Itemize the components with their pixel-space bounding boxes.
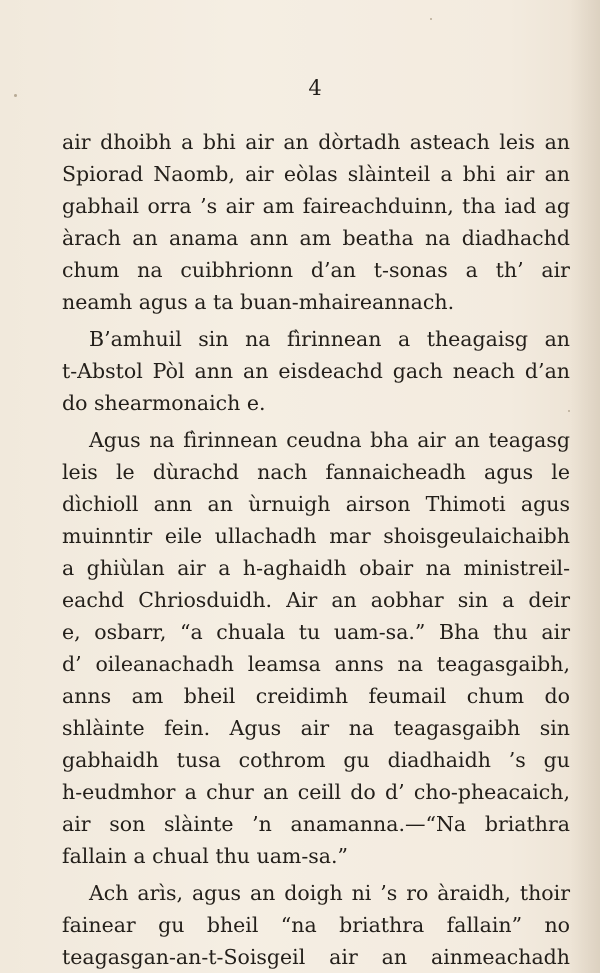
text-line: gabhail orra ’s air am faireachduinn, tha iad ag	[62, 194, 570, 218]
text-line: neamh agus a ta buan-mhaireannach.	[62, 290, 455, 314]
text-line: àrach an anama ann am beatha na diadhachd	[62, 226, 570, 250]
text-line: air son slàinte ’n anamanna.—“Na briathra	[62, 812, 570, 836]
text-line: teagasgan-an-t-Soisgeil air an ainmeachadh	[62, 945, 570, 969]
paragraph	[62, 126, 570, 318]
text-line: Ach arìs, agus an doigh ni ’s ro àraidh, thoir	[89, 881, 570, 905]
gutter-shadow	[570, 0, 600, 973]
text-line: muinntir eile ullachadh mar shoisgeulaichaibh	[62, 524, 570, 548]
text-line: leis le dùrachd nach fannaicheadh agus le	[62, 460, 570, 484]
text-line: eachd Chriosduidh. Air an aobhar sin a deir	[62, 588, 570, 612]
text-line: fallain a chual thu uam-sa.”	[62, 844, 349, 868]
text-line: chum na cuibhrionn d’an t-sonas a th’ air	[62, 258, 570, 282]
text-line: fainear gu bheil “na briathra fallain” no	[62, 913, 570, 937]
text-line: Agus na fìrinnean ceudna bha air an teagasg	[89, 428, 570, 452]
paragraph	[62, 877, 570, 973]
text-line: e, osbarr, “a chuala tu uam-sa.” Bha thu air	[62, 620, 570, 644]
text-line: d’ oileanachadh leamsa anns na teagasgaibh,	[62, 652, 570, 676]
text-line: a ghiùlan air a h-aghaidh obair na ministreil-	[62, 556, 570, 580]
text-line: anns am bheil creidimh feumail chum do	[62, 684, 570, 708]
body-text	[62, 126, 570, 973]
text-line: do shearmonaich e.	[62, 391, 266, 415]
text-line: Spiorad Naomb, air eòlas slàinteil a bhi air an	[62, 162, 570, 186]
text-line: t-Abstol Pòl ann an eisdeachd gach neach d’an	[62, 359, 570, 383]
page-number: 4	[308, 76, 322, 100]
text-line: dìchioll ann an ùrnuigh airson Thimoti agus	[62, 492, 570, 516]
paragraph	[62, 323, 570, 419]
text-line: gabhaidh tusa cothrom gu diadhaidh ’s gu	[62, 748, 570, 772]
paper-speck	[430, 18, 432, 20]
text-line: h-eudmhor a chur an ceill do d’ cho-pheacaich,	[62, 780, 570, 804]
text-line: B’amhuil sin na fìrinnean a theagaisg an	[89, 327, 570, 351]
text-line: air dhoibh a bhi air an dòrtadh asteach leis an	[62, 130, 570, 154]
text-line: shlàinte fein. Agus air na teagasgaibh sin	[62, 716, 570, 740]
paragraph	[62, 424, 570, 872]
